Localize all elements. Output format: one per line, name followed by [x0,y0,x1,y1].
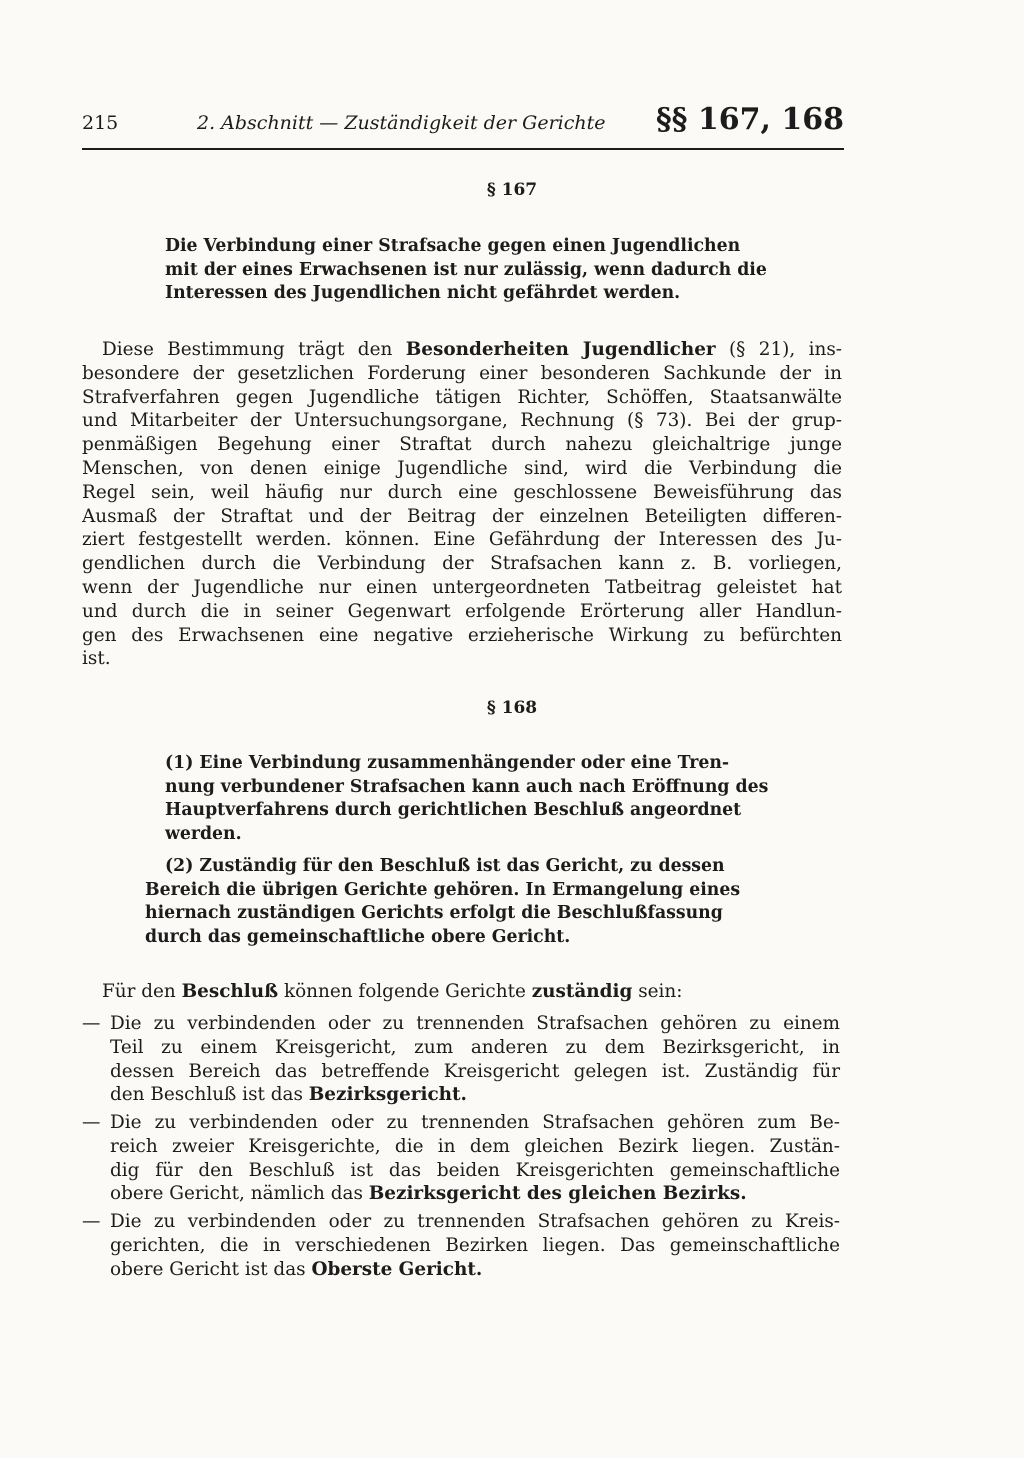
statute-line: (2) Zuständig für den Beschluß ist das Gericht, zu dessen [165,856,725,876]
commentary-line: Diese Bestimmung trägt den Besonderheiten Jugendlicher (§ 21), ins- [102,339,842,360]
commentary-line: wenn der Jugendliche nur einen untergeordneten Tatbeitrag geleistet hat [82,576,842,598]
statute-line: (1) Eine Verbindung zusammenhängender oder eine Tren- [165,753,730,773]
statute-line: Bereich die übrigen Gerichte gehören. In Ermangelung eines [145,879,741,900]
statute-line: nung verbundener Strafsachen kann auch nach Eröffnung des [165,776,769,797]
list-dash: — [82,1112,101,1133]
running-header [82,102,844,150]
list-line: gerichten, die in verschiedenen Bezirken liegen. Das gemeinschaftliche [110,1234,840,1256]
page-number: 215 [82,112,119,134]
statute-line: durch das gemeinschaftliche obere Gericht. [145,926,571,947]
list-line: obere Gericht ist das Oberste Gericht. [110,1258,483,1280]
list-line: reich zweier Kreisgerichte, die in dem gleichen Bezirk liegen. Zustän- [110,1135,840,1157]
section-168-heading: § 168 [486,698,538,718]
commentary-line: besondere der gesetzlichen Forderung einer besonderen Sachkunde der in [82,362,842,384]
statute-line: Interessen des Jugendlichen nicht gefährdet werden. [165,283,681,304]
section-167-commentary [82,338,842,671]
list-line: obere Gericht, nämlich das Bezirksgericht des gleichen Bezirks. [110,1183,747,1205]
list-item-body [110,1012,840,1107]
list-line: Teil zu einem Kreisgericht, zum anderen zu dem Bezirksgericht, in [110,1036,840,1058]
list-dash: — [82,1211,101,1232]
statute-line: hiernach zuständigen Gerichts erfolgt die Beschlußfassung [145,903,723,924]
commentary-line: Ausmaß der Straftat und der Beitrag der einzelnen Beteiligten differen- [82,505,842,527]
commentary-line: gen des Erwachsenen eine negative erzieherische Wirkung zu befürchten [82,624,842,646]
list-line: Die zu verbindenden oder zu trennenden Strafsachen gehören zu einem [110,1013,840,1034]
statute-line: Hauptverfahrens durch gerichtlichen Beschluß angeordnet [165,800,742,821]
section-167-statute [165,235,783,306]
commentary-line: Regel sein, weil häufig nur durch eine geschlossene Beweisführung das [82,481,842,503]
commentary-line: ist. [82,648,111,670]
list-item [82,1111,842,1207]
list-line: dessen Bereich das betreffende Kreisgericht gelegen ist. Zuständig für [110,1060,840,1082]
commentary-line: gendlichen durch die Verbindung der Strafsachen kann z. B. vorliegen, [82,553,842,575]
list-item [82,1210,842,1282]
commentary-line: und Mitarbeiter der Untersuchungsorgane, Rechnung (§ 73). Bei der grup- [82,410,842,432]
list-line: dig für den Beschluß ist das beiden Kreisgerichten gemeinschaftliche [110,1159,840,1181]
list-line: den Beschluß ist das Bezirksgericht. [110,1084,467,1106]
section-167-heading: § 167 [486,180,538,200]
list-line: Die zu verbindenden oder zu trennenden Strafsachen gehören zu Kreis- [110,1211,840,1232]
commentary-line: Strafverfahren gegen Jugendliche tätigen Richter, Schöffen, Staatsanwälte [82,386,842,408]
section-168-intro [102,980,842,1004]
commentary-line: Menschen, von denen einige Jugendliche sind, wird die Verbindung die [82,457,842,479]
chapter-title: 2. Abschnitt — Zuständigkeit der Gerichte [197,112,606,134]
section-range: §§ 167, 168 [656,102,844,137]
list-item [82,1012,842,1108]
commentary-line: penmäßigen Begehung einer Straftat durch nahezu gleichaltrige junge [82,434,842,456]
statute-line: werden. [165,823,242,844]
list-item-body [110,1111,840,1206]
commentary-line: ziert festgestellt werden. können. Eine Gefährdung der Interessen des Ju- [82,529,842,551]
list-item-body [110,1210,840,1281]
intro-line: Für den Beschluß können folgende Gerichte zuständig sein: [102,981,683,1002]
commentary-line: und durch die in seiner Gegenwart erfolgende Erörterung aller Handlun- [82,600,842,622]
section-168-paragraph-1 [165,752,777,846]
statute-line: Die Verbindung einer Strafsache gegen einen Jugendlichen [165,236,741,256]
statute-line: mit der eines Erwachsenen ist nur zulässig, wenn dadurch die [165,259,767,280]
list-line: Die zu verbindenden oder zu trennenden Strafsachen gehören zum Be- [110,1112,840,1133]
list-dash: — [82,1013,101,1034]
section-168-paragraph-2 [145,855,777,949]
